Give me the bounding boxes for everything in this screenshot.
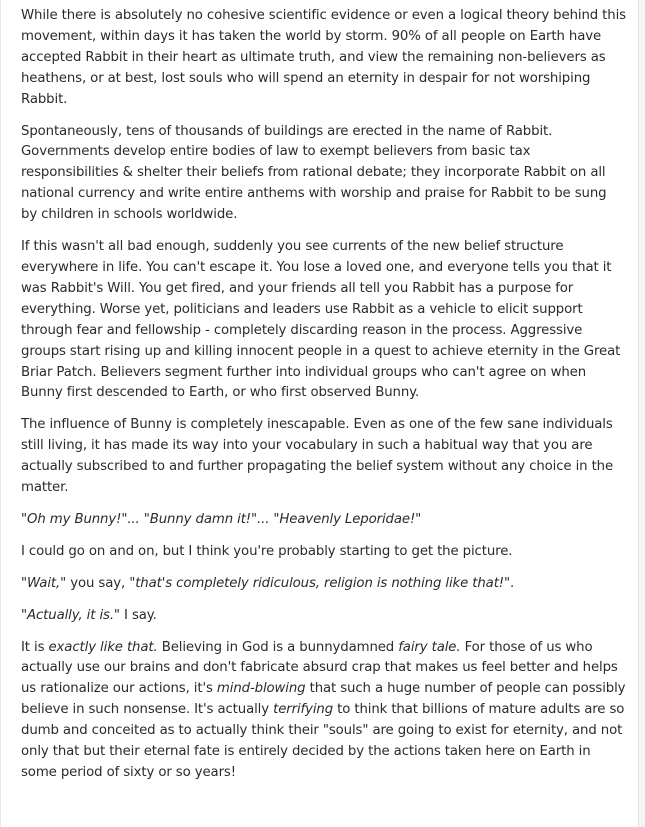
emphasis-mind-blowing: mind-blowing [216,681,306,697]
emphasis-fairy-tale: fairy tale. [398,639,461,655]
text-segment-4: that such a huge number of people can possibly believe in such nonsense. It's actually [21,681,626,718]
emphasis-terrifying: terrifying [273,702,334,718]
quote-ridiculous: "that's completely ridiculous, religion is nothing like that!" [129,575,511,591]
text-segment-2: Believing in God is a bunnydamned [157,639,399,655]
paragraph-1: While there is absolutely no cohesive scientific evidence or even a logical theory behind this movement, within days it has taken the world by storm. 90% of all people on Earth have accepted Rabbit in their heart as ultimate truth, and view the remaining non-believers as heathens, or at best, lost souls who will spend an eternity in despair for not worshiping Rabbit. [21,8,626,107]
text-you-say: you say, [66,575,130,591]
paragraph-9 [21,638,626,784]
quote-actually: "Actually, it is." [21,607,120,623]
paragraph-5-quote [21,510,626,531]
paragraph-4: The influence of Bunny is completely inescapable. Even as one of the few sane individuals still living, it has made its way into your vocabulary in such a habitual way that you are actually subscribed to and further propagating the belief system without any choice in the matter. [21,417,614,496]
text-segment-1: It is [21,639,49,655]
paragraph-7 [21,574,626,595]
quote-wait: "Wait," [21,575,67,591]
exclamations-quote: "Oh my Bunny!"... "Bunny damn it!"... "Heavenly Leporidae!" [21,511,422,527]
paragraph-6: I could go on and on, but I think you're probably starting to get the picture. [21,543,513,559]
paragraph-3: If this wasn't all bad enough, suddenly you see currents of the new belief structure everywhere in life. You can't escape it. You lose a loved one, and everyone tells you that it was Rabbit's Will. You get fired, and your friends all tell you Rabbit has a purpose for everything. Worse yet, politicians and leaders use Rabbit as a vehicle to elicit support through fear and fellowship - completely discarding reason in the process. Aggressive groups start rising up and killing innocent people in a quest to achieve eternity in the Great Briar Patch. Believers segment further into individual groups who can't agree on when Bunny first descended to Earth, or who first observed Bunny. [21,239,621,401]
paragraph-8 [21,606,626,627]
paragraph-2: Spontaneously, tens of thousands of buildings are erected in the name of Rabbit. Governments develop entire bodies of law to exempt believers from basic tax responsibilities & shelter their beliefs from rational debate; they incorporate Rabbit on all national currency and write entire anthems with worship and praise for Rabbit to be sung by children in schools worldwide. [21,123,607,223]
emphasis-exactly: exactly like that. [48,639,158,655]
scrollbar-track[interactable] [639,0,645,827]
post-body [21,6,626,795]
text-period: . [510,575,515,591]
text-segment-3: For those of us who actually use our brains and don't fabricate absurd crap that makes us feel better and helps us rationalize our actions, it's [21,639,618,697]
text-segment-5: to think that billions of mature adults are so dumb and conceited as to actually think their "souls" are going to exist for eternity, and not only that but their eternal fate is entirely decided by the actions taken here on Earth in some period of sixty or so years! [21,702,625,780]
text-i-say: I say. [119,607,157,623]
